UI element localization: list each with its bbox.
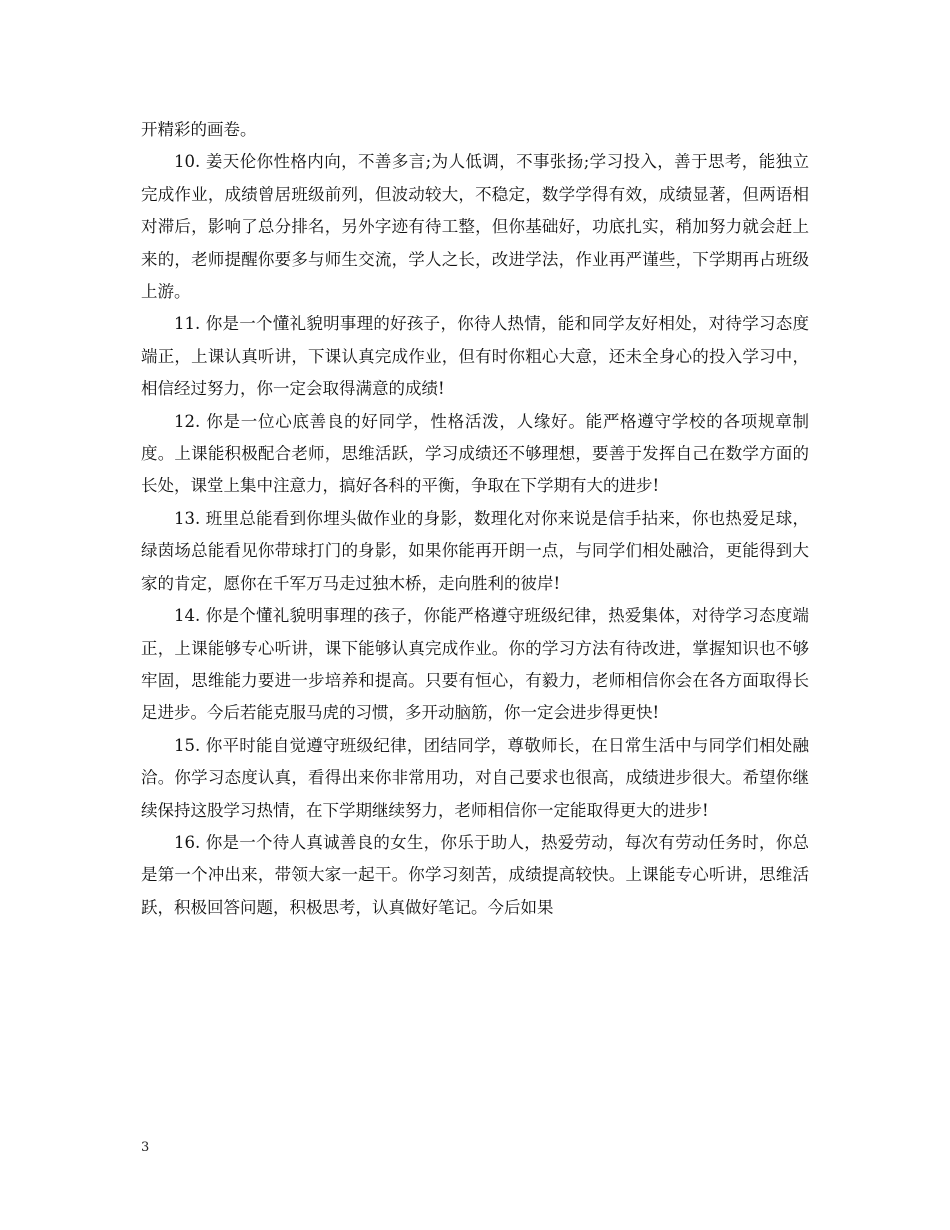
paragraph-comment-10: 10. 姜天伦你性格内向，不善多言;为人低调，不事张扬;学习投入，善于思考，能独立完成作业，成绩曾居班级前列，但波动较大，不稳定，数学学得有效，成绩显著，但两语相对滞后，影响了总分排名，另外字迹有待工整，但你基础好，功底扎实，稍加努力就会赶上来的，老师提醒你要多与师生交流，学人之长，改进学法，作业再严谨些，下学期再占班级上游。 — [141, 152, 809, 302]
page-number: 3 — [141, 1140, 150, 1155]
paragraph-comment-16: 16. 你是一个待人真诚善良的女生，你乐于助人，热爱劳动，每次有劳动任务时，你总是第一个冲出来，带领大家一起干。你学习刻苦，成绩提高较快。上课能专心听讲，思维活跃，积极回答问题，积极思考，认真做好笔记。今后如果 — [141, 832, 809, 917]
paragraph-comment-11: 11. 你是一个懂礼貌明事理的好孩子，你待人热情，能和同学友好相处，对待学习态度端正，上课认真听讲，下课认真完成作业，但有时你粗心大意，还未全身心的投入学习中，相信经过努力，你一定会取得满意的成绩! — [141, 314, 809, 399]
paragraph-continuation: 开精彩的画卷。 — [141, 120, 257, 139]
paragraph-comment-15: 15. 你平时能自觉遵守班级纪律，团结同学，尊敬师长，在日常生活中与同学们相处融洽。你学习态度认真，看得出来你非常用功，对自己要求也很高，成绩进步很大。希望你继续保持这股学习热情，在下学期继续努力，老师相信你一定能取得更大的进步! — [141, 735, 809, 820]
paragraph-comment-13: 13. 班里总能看到你埋头做作业的身影，数理化对你来说是信手拈来，你也热爱足球，绿茵场总能看见你带球打门的身影，如果你能再开朗一点，与同学们相处融洽，更能得到大家的肯定，愿你在千军万马走过独木桥，走向胜利的彼岸! — [141, 508, 809, 593]
paragraph-comment-12: 12. 你是一位心底善良的好同学，性格活泼，人缘好。能严格遵守学校的各项规章制度。上课能积极配合老师，思维活跃，学习成绩还不够理想，要善于发挥自己在数学方面的长处，课堂上集中注意力，搞好各科的平衡，争取在下学期有大的进步! — [141, 411, 809, 496]
paragraph-comment-14: 14. 你是个懂礼貌明事理的孩子，你能严格遵守班级纪律，热爱集体，对待学习态度端正，上课能够专心听讲，课下能够认真完成作业。你的学习方法有待改进，掌握知识也不够牢固，思维能力要进一步培养和提高。只要有恒心，有毅力，老师相信你会在各方面取得长足进步。今后若能克服马虎的习惯，多开动脑筋，你一定会进步得更快! — [141, 606, 809, 723]
document-body — [141, 114, 809, 924]
